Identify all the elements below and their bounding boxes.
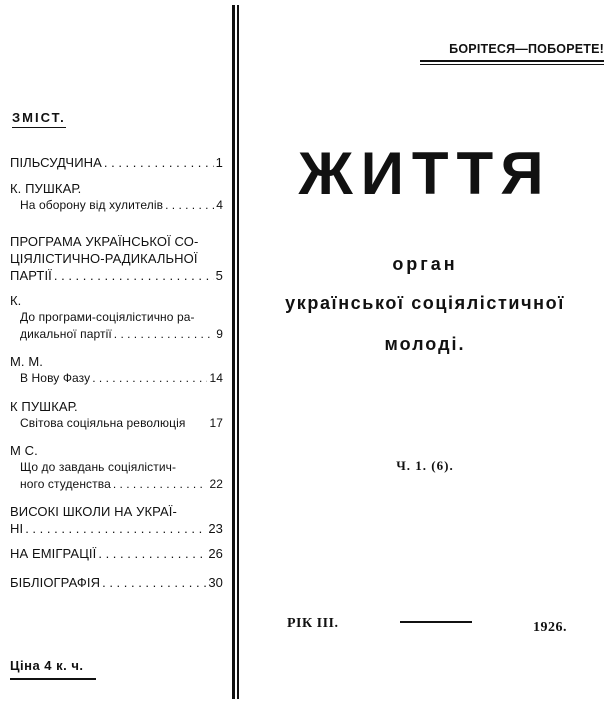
toc-entry	[10, 180, 223, 214]
toc-line-text: НІ	[10, 521, 24, 536]
slogan: БОРІТЕСЯ—ПОБОРЕТЕ!	[449, 42, 604, 56]
year-number: 1926.	[533, 620, 567, 635]
toc-entry	[10, 442, 223, 493]
toc-page-number: 9	[216, 327, 223, 341]
toc-line	[10, 154, 223, 171]
toc-page-number: 14	[209, 371, 223, 385]
toc-entry	[10, 398, 223, 432]
toc-line-text: До програми-соціялістично ра-	[20, 310, 195, 324]
toc-heading: ЗМІСТ.	[12, 110, 66, 128]
table-of-contents	[0, 0, 232, 706]
toc-line-text: В Нову Фазу	[20, 371, 91, 385]
toc-entry	[10, 545, 223, 562]
toc-page-number: 5	[215, 268, 223, 283]
toc-leader-dots	[96, 545, 206, 562]
subtitle-line-1: орган	[392, 254, 458, 274]
price-underline	[10, 678, 96, 680]
toc-line	[10, 326, 223, 343]
subtitle-line-2: української соціялістичної	[285, 293, 565, 313]
toc-line-text: дикальної партії	[20, 327, 112, 341]
toc-line-text: ВИСОКІ ШКОЛИ НА УКРАЇ-	[10, 504, 177, 519]
toc-line	[10, 370, 223, 387]
toc-line	[10, 233, 223, 250]
toc-line-text: ного студенства	[20, 477, 111, 491]
column-divider-thick	[232, 5, 235, 699]
slogan-rule-double	[420, 64, 604, 65]
toc-line-text: К. ПУШКАР.	[10, 181, 82, 196]
toc-leader-dots	[90, 370, 207, 387]
toc-leader-dots	[163, 197, 214, 214]
toc-leader-dots	[23, 520, 206, 537]
year-rule	[400, 621, 472, 623]
subtitle-line-3: молоді.	[384, 334, 466, 354]
toc-line	[10, 476, 223, 493]
toc-line-text: М С.	[10, 443, 38, 458]
toc-line	[10, 250, 223, 267]
toc-entry	[10, 353, 223, 387]
toc-line-text: К ПУШКАР.	[10, 399, 78, 414]
toc-page-number: 26	[208, 546, 223, 561]
toc-line-text: ЦІЯЛІСТИЧНО-РАДИКАЛЬНОЇ	[10, 251, 198, 266]
toc-line	[10, 503, 223, 520]
toc-line	[10, 442, 223, 459]
toc-leader-dots	[100, 574, 206, 591]
toc-line-text: Що до завдань соціялістич-	[20, 460, 177, 474]
toc-line	[10, 197, 223, 214]
year-label: РІК III.	[287, 616, 339, 631]
toc-page-number: 23	[208, 521, 223, 536]
toc-line	[10, 267, 223, 284]
toc-entry	[10, 574, 223, 591]
toc-line-text: К.	[10, 293, 22, 308]
toc-line	[10, 309, 223, 326]
toc-leader-dots	[52, 267, 214, 284]
price-label: Ціна 4 к. ч.	[10, 658, 84, 673]
toc-page-number: 22	[209, 477, 223, 491]
column-divider-thin	[237, 5, 239, 699]
toc-leader-dots	[102, 154, 214, 171]
toc-line	[10, 353, 223, 370]
toc-line	[10, 520, 223, 537]
toc-line-text: ПРОГРАМА УКРАЇНСЬКОЇ СО-	[10, 234, 199, 249]
slogan-rule	[420, 60, 604, 62]
toc-entry	[10, 292, 223, 343]
toc-leader-dots	[112, 326, 214, 343]
toc-line-text: М. М.	[10, 354, 43, 369]
toc-line	[10, 574, 223, 591]
toc-entry	[10, 503, 223, 537]
journal-title: ЖИТТЯ	[298, 140, 552, 207]
toc-line-text: Світова соціяльна революція	[20, 416, 186, 430]
toc-page-number: 4	[216, 198, 223, 212]
toc-page-number: 30	[208, 575, 223, 590]
toc-entry	[10, 233, 223, 284]
toc-line	[10, 398, 223, 415]
toc-line	[10, 180, 223, 197]
toc-line-text: БІБЛІОГРАФІЯ	[10, 575, 101, 590]
toc-page-number: 1	[215, 155, 223, 170]
toc-leader-dots	[111, 476, 208, 493]
toc-line-text: ПАРТІЇ	[10, 268, 52, 283]
toc-line-text: НА ЕМІГРАЦІЇ	[10, 546, 97, 561]
toc-line	[10, 545, 223, 562]
toc-line	[10, 415, 223, 432]
toc-page-number: 17	[209, 416, 223, 430]
toc-line	[10, 459, 223, 476]
toc-entry	[10, 154, 223, 171]
issue-number: Ч. 1. (6).	[396, 458, 454, 473]
toc-line	[10, 292, 223, 309]
toc-line-text: ПІЛЬСУДЧИНА	[10, 155, 102, 170]
toc-line-text: На оборону від хулителів	[20, 198, 164, 212]
